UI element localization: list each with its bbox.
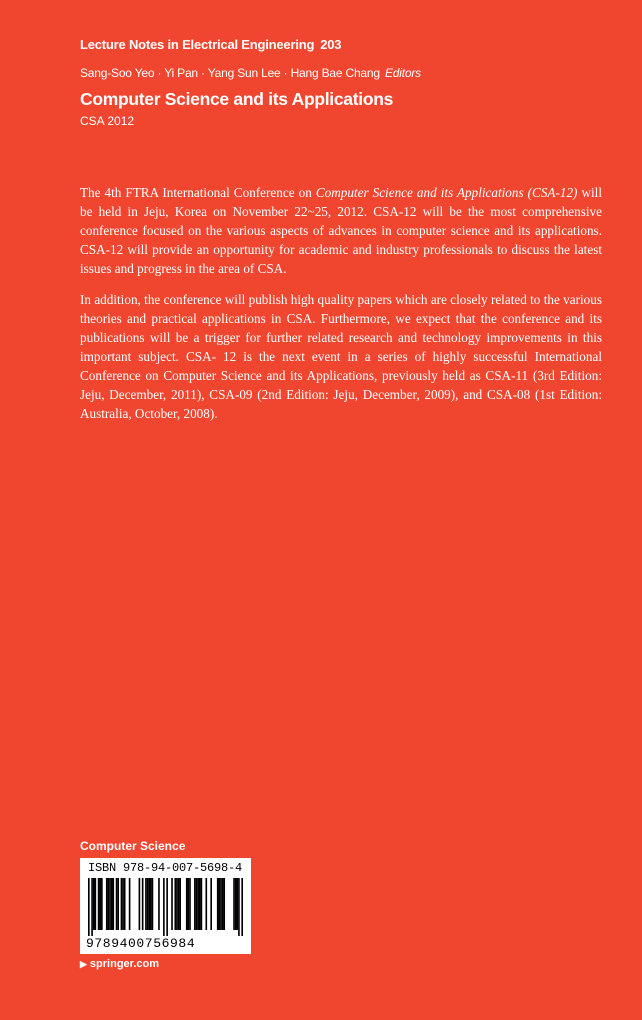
editors-role: Editors <box>385 66 421 80</box>
series-line <box>80 37 341 52</box>
barcode-bar <box>101 878 103 930</box>
description-paragraph-2: In addition, the conference will publish high quality papers which are closely related to the various theories and practical applications in CSA. Furthermore, we expect that the conference and its publications will be a trigger for further related research and technology improvements in this important subject. CSA- 12 is the next event in a series of highly successful International Conference on Computer Science and its Applications, previously held as CSA-11 (3rd Edition: Jeju, December, 2011), CSA-09 (2nd Edition: Jeju, December, 2009), and CSA-08 (1st Edition: Australia, October, 2008). <box>80 292 602 421</box>
barcode-bar <box>148 878 150 930</box>
barcode-bar <box>95 878 97 930</box>
barcode-bar <box>98 878 100 930</box>
barcode-bar <box>197 878 199 930</box>
barcode-bar <box>238 878 240 936</box>
conference-name: Computer Science and its Applications (CSA-12) <box>315 185 578 200</box>
barcode-bar <box>241 878 243 936</box>
isbn-barcode <box>80 858 251 954</box>
barcode-bar <box>188 878 190 930</box>
barcode-bar <box>223 878 225 930</box>
barcode-bar <box>219 878 221 930</box>
barcode-bar <box>111 878 113 930</box>
barcode-bar <box>235 878 237 930</box>
barcode-bar <box>178 878 180 930</box>
barcode-bar <box>121 878 123 930</box>
barcode-bar <box>163 878 165 936</box>
barcode-bar <box>233 878 235 930</box>
barcode-bar <box>196 878 198 930</box>
barcode-bar <box>194 878 196 930</box>
barcode-bar <box>109 878 111 930</box>
barcode-bar <box>129 878 131 930</box>
description-paragraph-1: The 4th FTRA International Conference on Computer Science and its Applications (CSA-12) will be held in Jeju, Korea on November 22~25, 2012. CSA-12 will be the most comprehensive conference focused on the various aspects of advances in computer science and its applications. CSA-12 will provide an opportunity for academic and industry professionals to discuss the latest issues and progress in the area of CSA. <box>80 185 602 276</box>
barcode-bar <box>145 878 147 930</box>
barcode-bar <box>236 878 238 930</box>
barcode-bar <box>93 878 95 930</box>
barcode-bar <box>88 878 90 936</box>
barcode-bar <box>99 878 101 930</box>
barcode-bar <box>174 878 176 930</box>
series-name: Lecture Notes in Electrical Engineering <box>80 37 315 52</box>
barcode-bar <box>199 878 201 930</box>
barcode-bar <box>147 878 149 930</box>
barcode-bar <box>217 878 219 930</box>
description-block <box>80 183 602 435</box>
barcode-bar <box>176 878 178 930</box>
barcode-bar <box>108 878 110 930</box>
barcode-bar <box>186 878 188 930</box>
barcode-bar <box>205 878 207 930</box>
barcode-bar <box>91 878 93 936</box>
subject-category: Computer Science <box>80 839 186 853</box>
barcode-bar <box>179 878 181 930</box>
barcode-bars <box>88 878 243 936</box>
barcode-bar <box>150 878 152 930</box>
barcode-bar <box>116 878 118 930</box>
arrow-icon: ▶ <box>80 959 87 969</box>
barcode-bar <box>189 878 191 930</box>
barcode-bar <box>220 878 222 930</box>
barcode-bar <box>142 878 144 930</box>
series-number: 203 <box>320 37 342 52</box>
barcode-bar <box>210 878 212 930</box>
barcode-bar <box>112 878 114 930</box>
barcode-bar <box>117 878 119 930</box>
barcode-bar <box>124 878 126 930</box>
barcode-bar <box>201 878 203 930</box>
editors-line <box>80 66 421 80</box>
publisher-link[interactable] <box>80 958 159 970</box>
editor-names: Sang-Soo Yeo · Yi Pan · Yang Sun Lee · Hang Bae Chang <box>80 66 380 80</box>
barcode-digits: 9789400756984 <box>86 936 196 951</box>
barcode-bar <box>106 878 108 930</box>
book-title: Computer Science and its Applications <box>80 89 394 109</box>
barcode-bar <box>139 878 141 930</box>
book-subtitle: CSA 2012 <box>80 114 135 128</box>
isbn-label: ISBN 978-94-007-5698-4 <box>88 861 243 875</box>
barcode-bar <box>158 878 160 930</box>
barcode-bar <box>122 878 124 930</box>
barcode-bar <box>152 878 154 930</box>
barcode-bar <box>222 878 224 930</box>
barcode-bar <box>171 878 173 930</box>
barcode-bar <box>166 878 168 936</box>
publisher-url: springer.com <box>89 958 159 970</box>
